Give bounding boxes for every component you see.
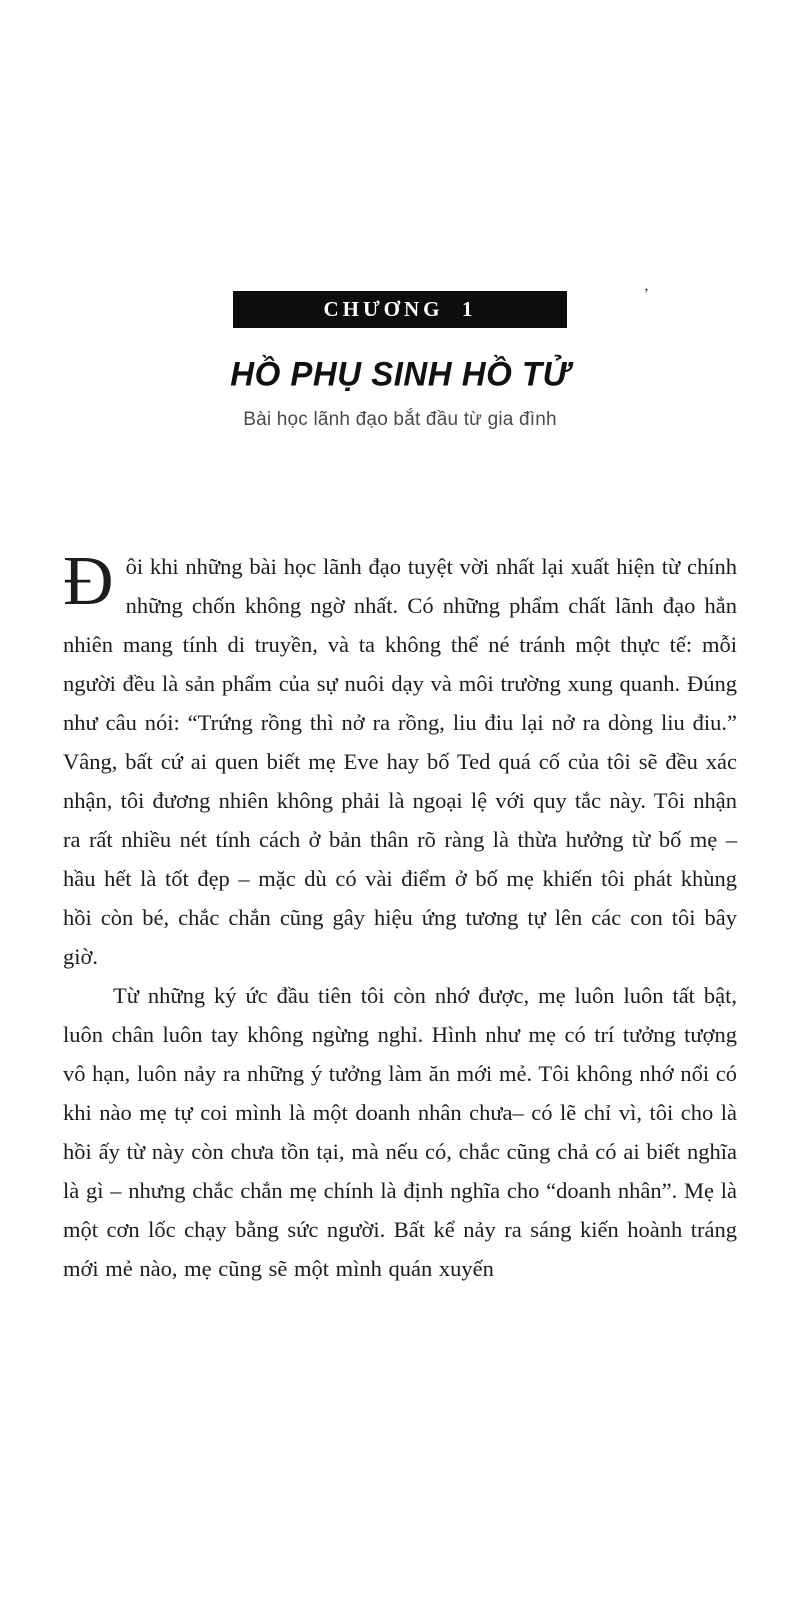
body-paragraph [63,976,737,1288]
page-title: HỒ PHỤ SINH HỒ TỬ [230,354,570,393]
chapter-banner [233,286,649,328]
scan-artifact-mark: ’ [643,286,649,303]
paragraph-text: ôi khi những bài học lãnh đạo tuyệt vời nhất lại xuất hiện từ chính những chốn không ngờ nhất. Có những phẩm chất lãnh đạo hẳn nhiên mang tính di truyền, và ta không thể né tránh một thực tế: mỗi người đều là sản phẩm của sự nuôi dạy và môi trường xung quanh. Đúng như câu nói: “Trứng rồng thì nở ra rồng, liu điu lại nở ra dòng liu điu.” Vâng, bất cứ ai quen biết mẹ Eve hay bố Ted quá cố của tôi sẽ đều xác nhận, tôi đương nhiên không phải là ngoại lệ với quy tắc này. Tôi nhận ra rất nhiều nét tính cách ở bản thân rõ ràng là thừa hưởng từ bố mẹ – hầu hết là tốt đẹp – mặc dù có vài điểm ở bố mẹ khiến tôi phát khùng hồi còn bé, chắc chắn cũng gây hiệu ứng tương tự lên các con tôi bây giờ. [63,554,737,969]
body-paragraph [63,543,737,976]
body-text [63,543,737,1288]
drop-cap: Đ [63,543,114,620]
page-subtitle: Bài học lãnh đạo bắt đầu từ gia đình [243,409,557,430]
book-page [0,286,800,1615]
chapter-label: CHƯƠNG 1 [323,297,477,321]
paragraph-text: Từ những ký ức đầu tiên tôi còn nhớ được, mẹ luôn luôn tất bật, luôn chân luôn tay không ngừng nghỉ. Hình như mẹ có trí tưởng tượng vô hạn, luôn nảy ra những ý tưởng làm ăn mới mẻ. Tôi không nhớ nổi có khi nào mẹ tự coi mình là một doanh nhân chưa– có lẽ chỉ vì, tôi cho là hồi ấy từ này còn chưa tồn tại, mà nếu có, chắc cũng chả có ai biết nghĩa là gì – nhưng chắc chắn mẹ chính là định nghĩa cho “doanh nhân”. Mẹ là một cơn lốc chạy bằng sức người. Bất kể nảy ra sáng kiến hoành tráng mới mẻ nào, mẹ cũng sẽ một mình quán xuyến [63,983,737,1281]
